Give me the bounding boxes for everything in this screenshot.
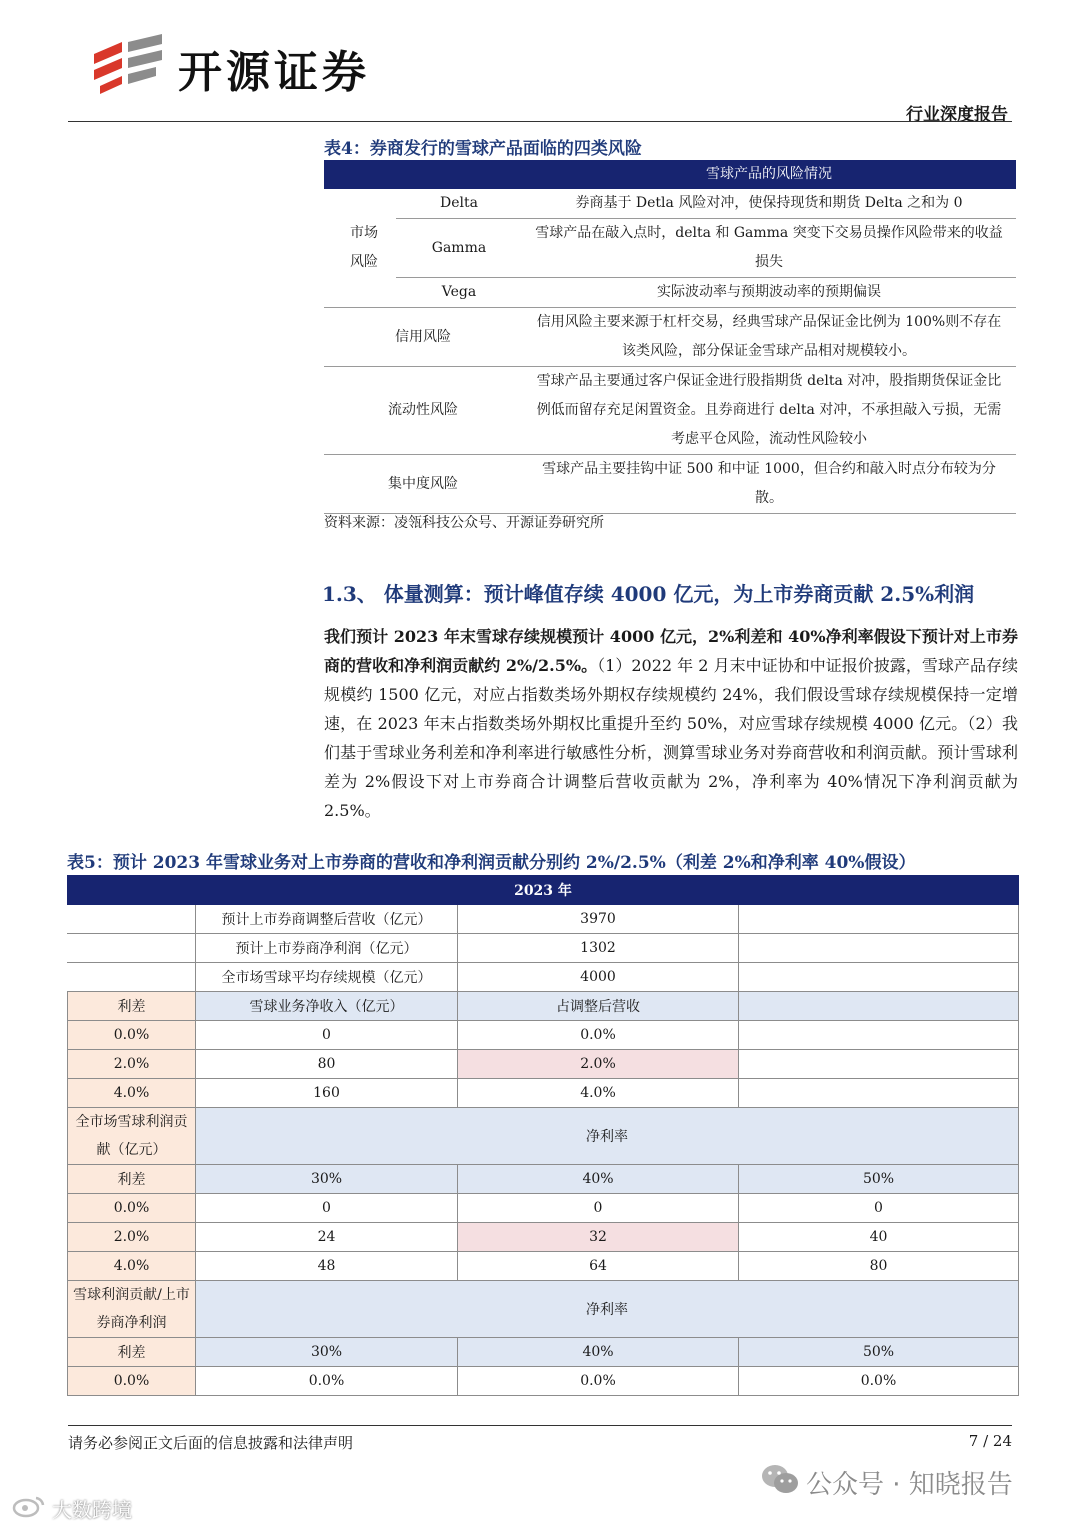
- income-cell: 0: [196, 1021, 458, 1050]
- wechat-icon: [760, 1462, 800, 1496]
- brand-name: 开源证券: [178, 47, 370, 98]
- spread-cell: 0.0%: [68, 1367, 196, 1396]
- watermark-account: 公众号 · 知晓报告: [806, 1470, 1013, 1500]
- assumption-value: 1302: [458, 934, 739, 963]
- page-number: 7 / 24: [968, 1432, 1012, 1450]
- table-row: [324, 219, 1016, 278]
- income-cell: 160: [196, 1079, 458, 1108]
- table4-caption: 表4：券商发行的雪球产品面临的四类风险: [324, 139, 642, 159]
- table-row: [68, 1050, 1019, 1079]
- share-cell-highlight: 2.0%: [458, 1050, 739, 1079]
- value-cell: 0.0%: [196, 1367, 458, 1396]
- table-row: [68, 1194, 1019, 1223]
- spread-header: 利差: [68, 992, 196, 1021]
- footer-disclaimer: 请务必参阅正文后面的信息披露和法律声明: [68, 1434, 354, 1452]
- table-row: [68, 1021, 1019, 1050]
- income-cell: 80: [196, 1050, 458, 1079]
- margin-col: 40%: [458, 1165, 739, 1194]
- table-row: [68, 1223, 1019, 1252]
- share-header: 占调整后营收: [458, 992, 739, 1021]
- risk-name: Gamma: [396, 219, 522, 278]
- table-row: [324, 455, 1016, 514]
- risk-desc: 雪球产品主要通过客户保证金进行股指期货 delta 对冲，股指期货保证金比例低而留存充足闲置资金。且券商进行 delta 对冲，不承担敲入亏损，无需考虑平仓风险，流动性风险较小: [522, 367, 1016, 455]
- value-cell-highlight: 32: [458, 1223, 739, 1252]
- table-row: [68, 963, 1019, 992]
- table-row: [68, 1367, 1019, 1396]
- margin-col: 50%: [739, 1165, 1019, 1194]
- table-row: [68, 1165, 1019, 1194]
- spread-cell: 0.0%: [68, 1021, 196, 1050]
- income-header: 雪球业务净收入（亿元）: [196, 992, 458, 1021]
- spread-cell: 2.0%: [68, 1050, 196, 1079]
- contribution-table: [67, 875, 1019, 1396]
- value-cell: 0: [458, 1194, 739, 1223]
- risk-name: 集中度风险: [324, 455, 522, 514]
- table-row: [324, 189, 1016, 219]
- value-cell: 48: [196, 1252, 458, 1281]
- table-row: [68, 1108, 1019, 1165]
- table-row: [324, 278, 1016, 308]
- header-divider: [68, 121, 1012, 122]
- net-margin-header: 净利率: [196, 1281, 1019, 1338]
- table-row: [68, 905, 1019, 934]
- report-type: 行业深度报告: [906, 105, 1008, 125]
- assumption-label: 全市场雪球平均存续规模（亿元）: [196, 963, 458, 992]
- table-row: [68, 1281, 1019, 1338]
- margin-col: 50%: [739, 1338, 1019, 1367]
- value-cell: 24: [196, 1223, 458, 1252]
- ratio-block-title: 雪球利润贡献/上市券商净利润: [68, 1281, 196, 1338]
- watermark-weibo: 大数跨境: [52, 1498, 132, 1522]
- margin-col: 30%: [196, 1165, 458, 1194]
- table-header-cell: 雪球产品的风险情况: [522, 160, 1016, 189]
- value-cell: 64: [458, 1252, 739, 1281]
- section-heading: 1.3、 体量测算：预计峰值存续 4000 亿元，为上市券商贡献 2.5%利润: [322, 582, 975, 606]
- value-cell: 80: [739, 1252, 1019, 1281]
- value-cell: 0.0%: [739, 1367, 1019, 1396]
- value-cell: 0.0%: [458, 1367, 739, 1396]
- spread-cell: 4.0%: [68, 1252, 196, 1281]
- table-header-row: [324, 160, 1016, 189]
- market-risk-label: 市场风险: [350, 225, 378, 270]
- table-row: [68, 992, 1019, 1021]
- year-header: 2023 年: [68, 876, 1019, 905]
- value-cell: 0: [196, 1194, 458, 1223]
- table-row: [68, 1079, 1019, 1108]
- net-margin-header: 净利率: [196, 1108, 1019, 1165]
- assumption-label: 预计上市券商调整后营收（亿元）: [196, 905, 458, 934]
- margin-col: 40%: [458, 1338, 739, 1367]
- table-row: [68, 1252, 1019, 1281]
- spread-header: 利差: [68, 1165, 196, 1194]
- table-row: [324, 367, 1016, 455]
- spread-cell: 0.0%: [68, 1194, 196, 1223]
- brand-logo-icon: [92, 34, 166, 96]
- table-row: [324, 308, 1016, 367]
- table5-caption: 表5：预计 2023 年雪球业务对上市券商的营收和净利润贡献分别约 2%/2.5%（利差 2%和净利率 40%假设）: [67, 853, 916, 873]
- value-cell: 0: [739, 1194, 1019, 1223]
- para-bold-lead: 我们预计 2023 年末雪球存续规模预计 4000 亿元，2%利差和 40%净利率假设下预计对上市券商的营收和净利润贡献约 2%/2.5%。: [324, 627, 1018, 675]
- table-row: [68, 934, 1019, 963]
- section-paragraph: [324, 622, 1018, 825]
- risk-name: 信用风险: [324, 308, 522, 367]
- assumption-value: 4000: [458, 963, 739, 992]
- para-body: （1）2022 年 2 月末中证协和中证报价披露，雪球产品存续规模约 1500 亿元，对应占指数类场外期权存续规模约 24%，我们假设雪球存续规模保持一定增速，在 2023 年末占指数类场外期权比重提升至约 50%，对应雪球存续规模 4000 亿元。（2）我们基于雪球业务利差和净利率进行敏感性分析，测算雪球业务对券商营收和利润贡献。预计雪球利差为 2%假设下对上市券商合计调整后营收贡献为 2%，净利率为 40%情况下净利润贡献为 2.5%。: [324, 656, 1018, 820]
- risk-name: Vega: [396, 278, 522, 308]
- spread-cell: 4.0%: [68, 1079, 196, 1108]
- table-header-row: [68, 876, 1019, 905]
- risk-table: [324, 160, 1016, 514]
- assumption-label: 预计上市券商净利润（亿元）: [196, 934, 458, 963]
- risk-desc: 雪球产品在敲入点时，delta 和 Gamma 突变下交易员操作风险带来的收益损失: [522, 219, 1016, 278]
- assumption-value: 3970: [458, 905, 739, 934]
- profit-block-title: 全市场雪球利润贡献（亿元）: [68, 1108, 196, 1165]
- share-cell: 0.0%: [458, 1021, 739, 1050]
- risk-desc: 信用风险主要来源于杠杆交易，经典雪球产品保证金比例为 100%则不存在该类风险，部分保证金雪球产品相对规模较小。: [522, 308, 1016, 367]
- risk-name: Delta: [396, 189, 522, 219]
- weibo-icon: [12, 1494, 46, 1518]
- table4-source: 资料来源：凌瓴科技公众号、开源证券研究所: [324, 515, 604, 531]
- table-row: [68, 1338, 1019, 1367]
- risk-desc: 券商基于 Detla 风险对冲，使保持现货和期货 Delta 之和为 0: [522, 189, 1016, 219]
- share-cell: 4.0%: [458, 1079, 739, 1108]
- value-cell: 40: [739, 1223, 1019, 1252]
- spread-header: 利差: [68, 1338, 196, 1367]
- risk-name: 流动性风险: [324, 367, 522, 455]
- risk-desc: 雪球产品主要挂钩中证 500 和中证 1000，但合约和敲入时点分布较为分散。: [522, 455, 1016, 514]
- risk-desc: 实际波动率与预期波动率的预期偏误: [522, 278, 1016, 308]
- spread-cell: 2.0%: [68, 1223, 196, 1252]
- footer-divider: [68, 1425, 1012, 1426]
- margin-col: 30%: [196, 1338, 458, 1367]
